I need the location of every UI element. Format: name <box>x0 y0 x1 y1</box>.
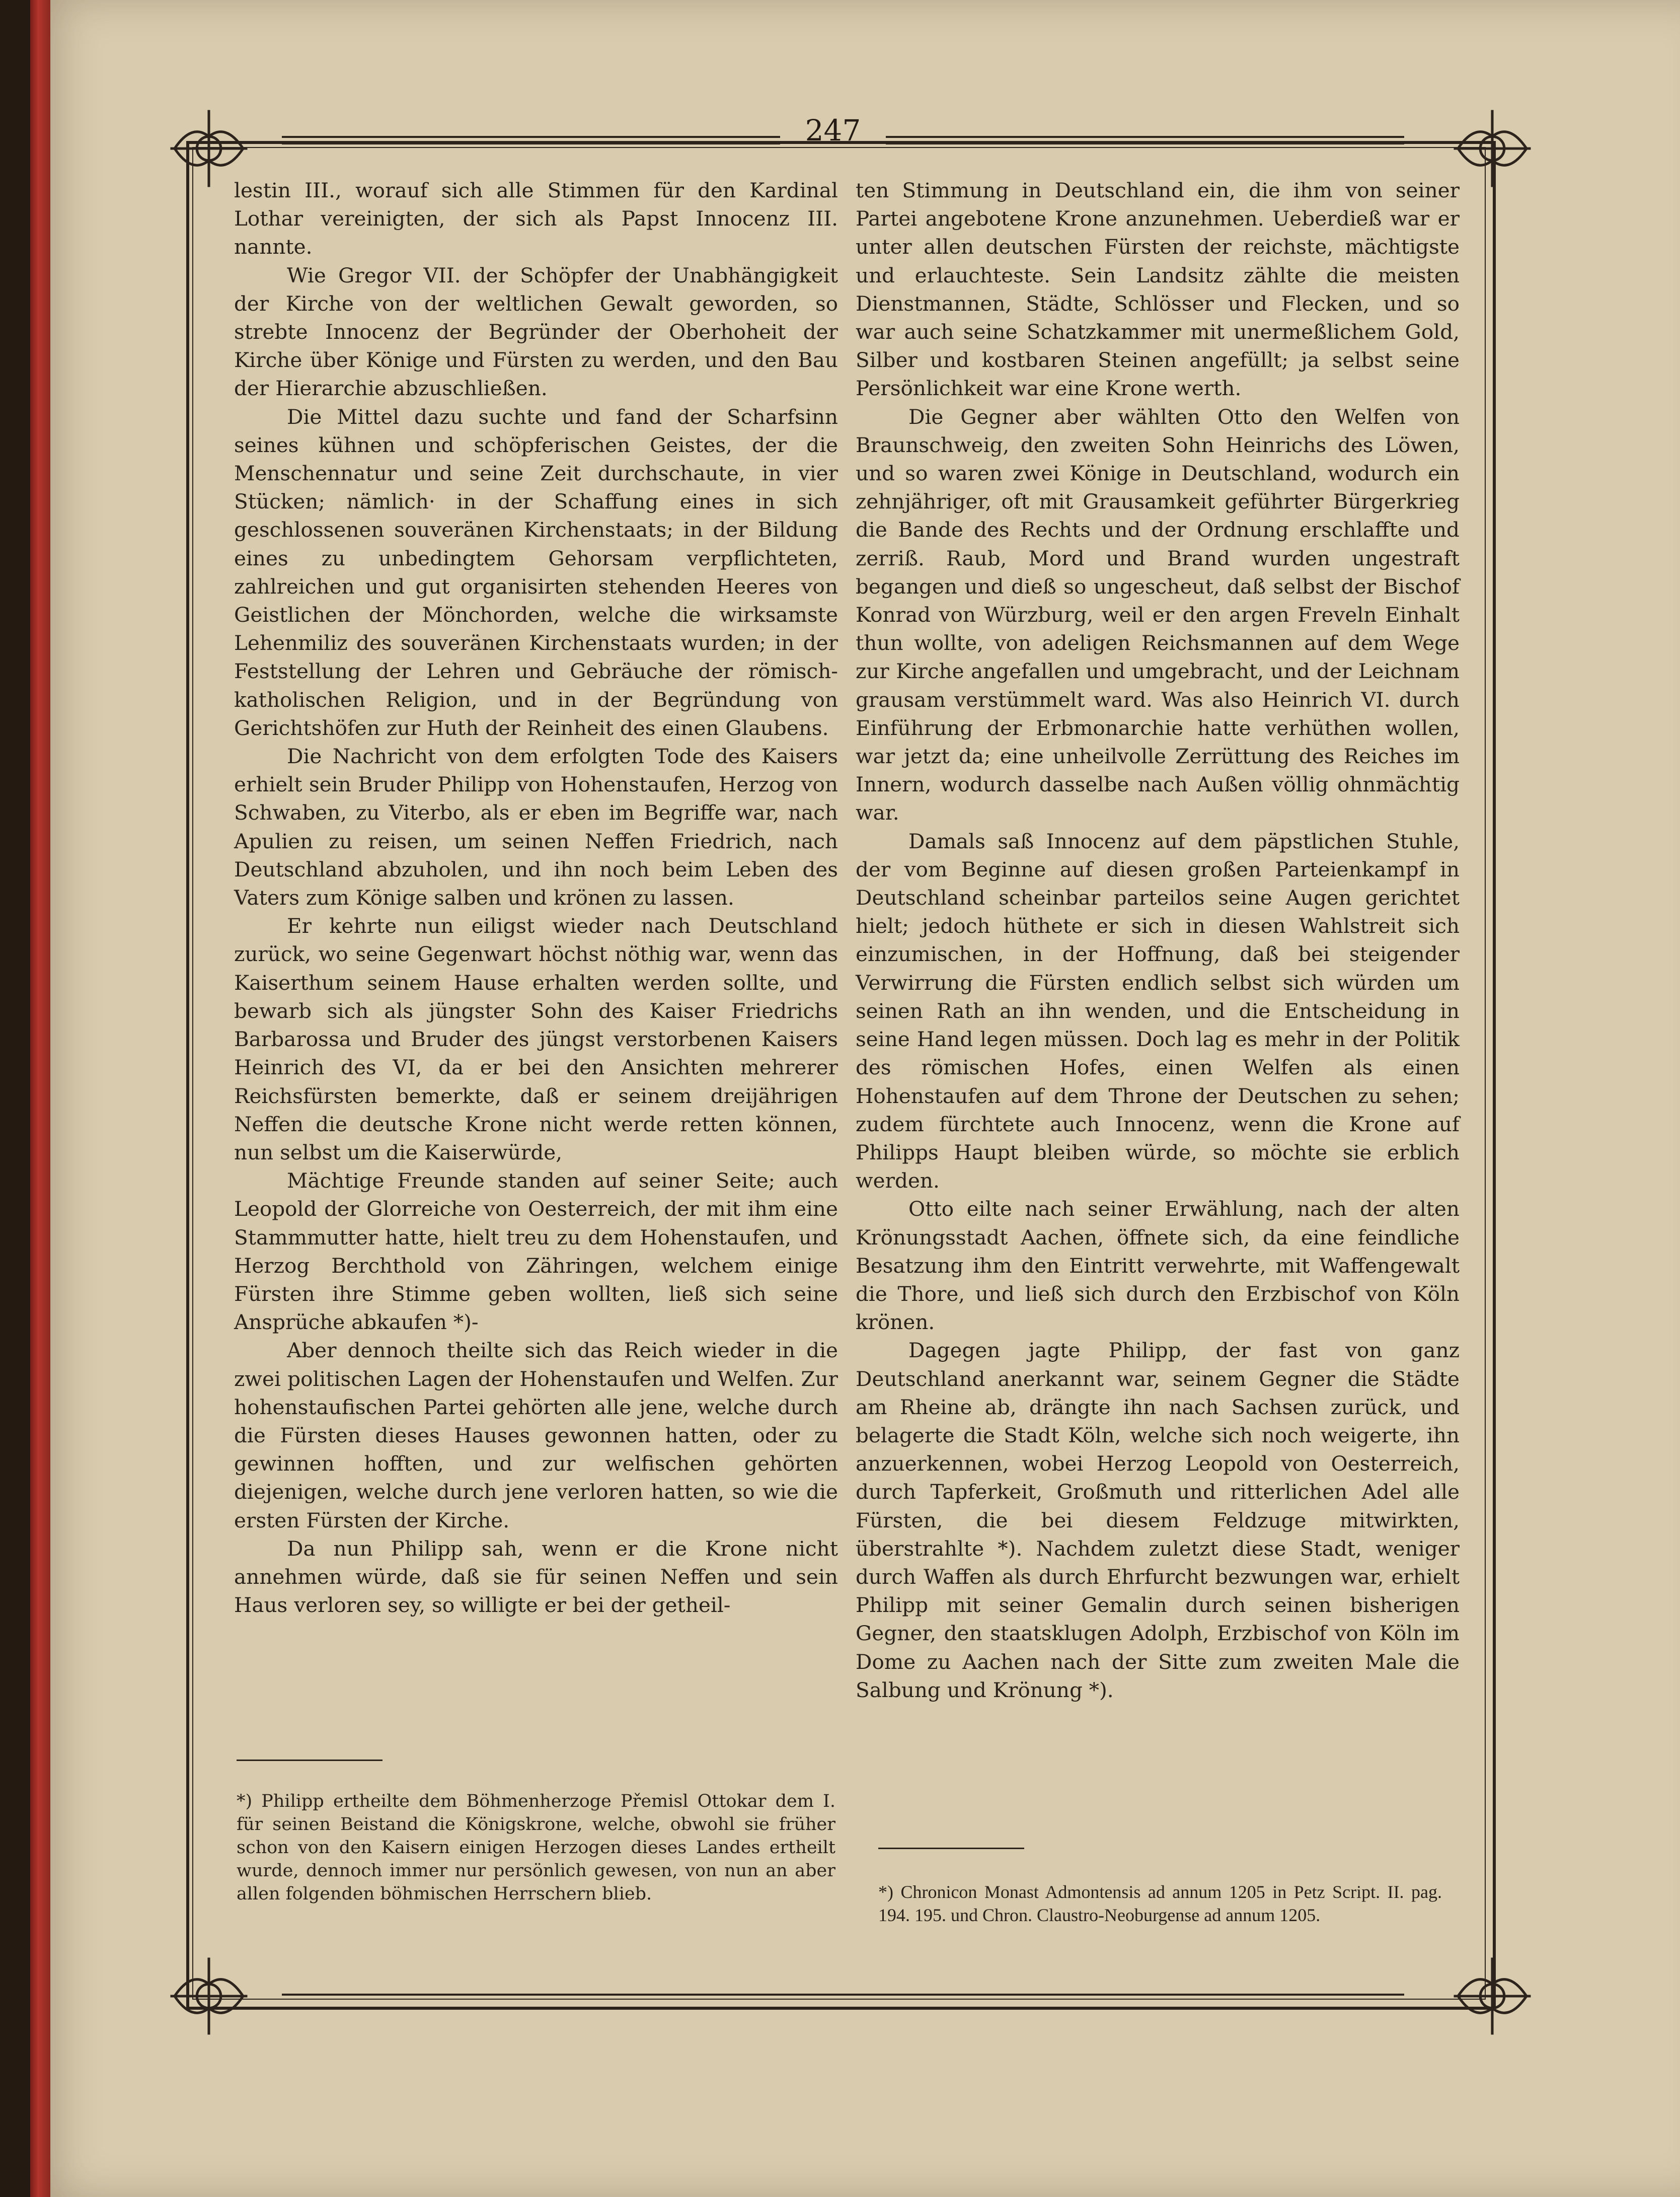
paragraph: Wie Gregor VII. der Schöpfer der Unabhängigkeit der Kirche von der weltlichen Gewalt geworden, so strebte Innocenz der Begründer der Oberhoheit der Kirche über Könige und Fürsten zu werden, und den Bau der Hierarchie abzuschließen. <box>234 263 838 401</box>
paragraph: Damals saß Innocenz auf dem päpstlichen Stuhle, der vom Beginne auf diesen großen Parteienkampf in Deutschland scheinbar parteilos seine Augen gerichtet hielt; jedoch hüthete er sich in diesen Wahlstreit sich einzumischen, in der Hoffnung, daß bei steigender Verwirrung die Fürsten endlich selbst sich würden um seinen Rath an ihn wenden, und die Entscheidung in seine Hand legen müssen. Doch lag es mehr in der Politik des römischen Hofes, einen Welfen als einen Hohenstaufen auf dem Throne der Deutschen zu sehen; zudem fürchtete auch Innocenz, wenn die Krone auf Philipps Haupt bleiben würde, so möchte sie erblich werden. <box>856 829 1460 1193</box>
header-rule-left-thin <box>282 143 780 144</box>
paragraph: Dagegen jagte Philipp, der fast von ganz Deutschland anerkannt war, seinem Gegner die Städte am Rheine ab, drängte ihn nach Sachsen zurück, und belagerte die Stadt Köln, welche sich noch weigerte, ihn anzuerkennen, wobei Herzog Leopold von Oesterreich, durch Tapferkeit, Großmuth und ritterlichen Adel alle Fürsten, die bei diesem Feldzuge mitwirkten, überstrahlte *). Nachdem zuletzt diese Stadt, weniger durch Waffen als durch Ehrfurcht bezwungen war, erhielt Philipp mit seiner Gemalin durch seinen bisherigen Gegner, den staatsklugen Adolph, Erzbischof von Köln im Dome zu Aachen nach der Sitte zum zweiten Male die Salbung und Krönung *). <box>856 1338 1460 1702</box>
paragraph: Aber dennoch theilte sich das Reich wieder in die zwei politischen Lagen der Hohenstaufen und Welfen. Zur hohenstaufischen Partei gehörten alle jene, welche durch die Fürsten dieses Hauses gewonnen hatten, oder zu gewinnen hofften, und zur welfischen gehörten diejenigen, welche durch jene verloren hatten, so wie die ersten Fürsten der Kirche. <box>234 1338 838 1532</box>
paragraph: Mächtige Freunde standen auf seiner Seite; auch Leopold der Glorreiche von Oesterreich, der mit ihm eine Stammmutter hatte, hielt treu zu dem Hohenstaufen, und Herzog Berchthold von Zähringen, welchem einige Fürsten ihre Stimme geben wollten, ließ sich seine Ansprüche abkaufen *)- <box>234 1168 838 1335</box>
paragraph: lestin III., worauf sich alle Stimmen für den Kardinal Lothar vereinigten, der sich als Papst Innocenz III. nannte. <box>234 178 838 259</box>
book-binding <box>30 0 50 2197</box>
corner-ornament-icon <box>166 1953 252 2039</box>
paragraph: Otto eilte nach seiner Erwählung, nach der alten Krönungsstadt Aachen, öffnete sich, da eine feindliche Besatzung ihm den Eintritt verwehrte, mit Waffengewalt die Thore, und ließ sich durch den Erzbischof von Köln krönen. <box>856 1197 1460 1335</box>
left-column <box>234 176 838 1619</box>
paragraph: Die Nachricht von dem erfolgten Tode des Kaisers erhielt sein Bruder Philipp von Hohenstaufen, Herzog von Schwaben, zu Viterbo, als er eben im Begriffe war, nach Apulien zu reisen, um seinen Neffen Friedrich, nach Deutschland abzuholen, und ihn noch beim Leben des Vaters zum Könige salben und krönen zu lassen. <box>234 744 838 910</box>
corner-ornament-icon <box>1449 106 1535 191</box>
footnote-rule-right <box>878 1848 1024 1849</box>
paragraph: Die Mittel dazu suchte und fand der Scharfsinn seines kühnen und schöpferischen Geistes, der die Menschennatur und seine Zeit durchschaute, in vier Stücken; nämlich· in der Schaffung eines in sich geschlossenen souveränen Kirchenstaats; in der Bildung eines zu unbedingtem Gehorsam verpflichteten, zahlreichen und gut organisirten stehenden Heeres von Geistlichen der Mönchorden, welche die wirksamste Lehenmiliz des souveränen Kirchenstaats wurden; in der Feststellung der Lehren und Gebräuche der römisch-katholischen Religion, und in der Begründung von Gerichtshöfen zur Huth der Reinheit des einen Glaubens. <box>234 404 838 740</box>
page-number: 247 <box>805 113 861 148</box>
paragraph: Er kehrte nun eiligst wieder nach Deutschland zurück, wo seine Gegenwart höchst nöthig war, wenn das Kaiserthum seinem Hause erhalten werden sollte, und bewarb sich als jüngster Sohn des Kaiser Friedrichs Barbarossa und Bruder des jüngst verstorbenen Kaisers Heinrich des VI, da er bei den Ansichten mehrerer Reichsfürsten bemerkte, daß er seinem dreijährigen Neffen die deutsche Krone nicht werde retten können, nun selbst um die Kaiserwürde, <box>234 914 838 1164</box>
header-rule-left <box>282 136 780 138</box>
paragraph: Die Gegner aber wählten Otto den Welfen von Braunschweig, den zweiten Sohn Heinrichs des Löwen, und so waren zwei Könige in Deutschland, wodurch ein zehnjähriger, oft mit Grausamkeit geführter Bürgerkrieg die Bande des Rechts und der Ordnung erschlaffte und zerriß. Raub, Mord und Brand wurden ungestraft begangen und dieß so ungescheut, daß selbst der Bischof Konrad von Würzburg, weil er den argen Freveln Einhalt thun wollte, von adeligen Reichsmannen auf dem Wege zur Kirche angefallen und umgebracht, und der Leichnam grausam verstümmelt ward. Was also Heinrich VI. durch Einführung der Erbmonarchie hatte verhüthen wollen, war jetzt da; eine unheilvolle Zerrüttung des Reiches im Innern, wodurch dasselbe nach Außen völlig ohnmächtig war. <box>856 404 1460 825</box>
header-rule-right <box>886 136 1404 138</box>
corner-ornament-icon <box>1449 1953 1535 2039</box>
footnote-rule-left <box>237 1760 383 1761</box>
paragraph: Da nun Philipp sah, wenn er die Krone nicht annehmen würde, daß sie für seinen Neffen und sein Haus verloren sey, so willigte er bei der getheil- <box>234 1536 838 1618</box>
footer-rule <box>282 1994 1404 1996</box>
paragraph: ten Stimmung in Deutschland ein, die ihm von seiner Partei angebotene Krone anzunehmen. Ueberdieß war er unter allen deutschen Fürsten der reichste, mächtigste und erlauchteste. Sein Landsitz zählte die meisten Dienstmannen, Städte, Schlösser und Flecken, und so war auch seine Schatzkammer mit unermeßlichem Gold, Silber und kostbaren Steinen angefüllt; ja selbst seine Persönlichkeit war eine Krone werth. <box>856 178 1460 401</box>
footnote-left: *) Philipp ertheilte dem Böhmenherzoge Přemisl Ottokar dem I. für seinen Beistand die Königskrone, welche, obwohl sie früher schon von den Kaisern einigen Herzogen dieses Landes ertheilt wurde, dennoch immer nur persönlich gewesen, von nun an aber allen folgenden böhmischen Herrschern blieb. <box>237 1791 835 1904</box>
header-rule-right-thin <box>886 143 1404 144</box>
footnote-right: *) Chronicon Monast Admontensis ad annum 1205 in Petz Script. II. pag. 194. 195. und Chron. Claustro-Neoburgense ad annum 1205. <box>878 1882 1442 1925</box>
right-column <box>856 176 1460 1704</box>
